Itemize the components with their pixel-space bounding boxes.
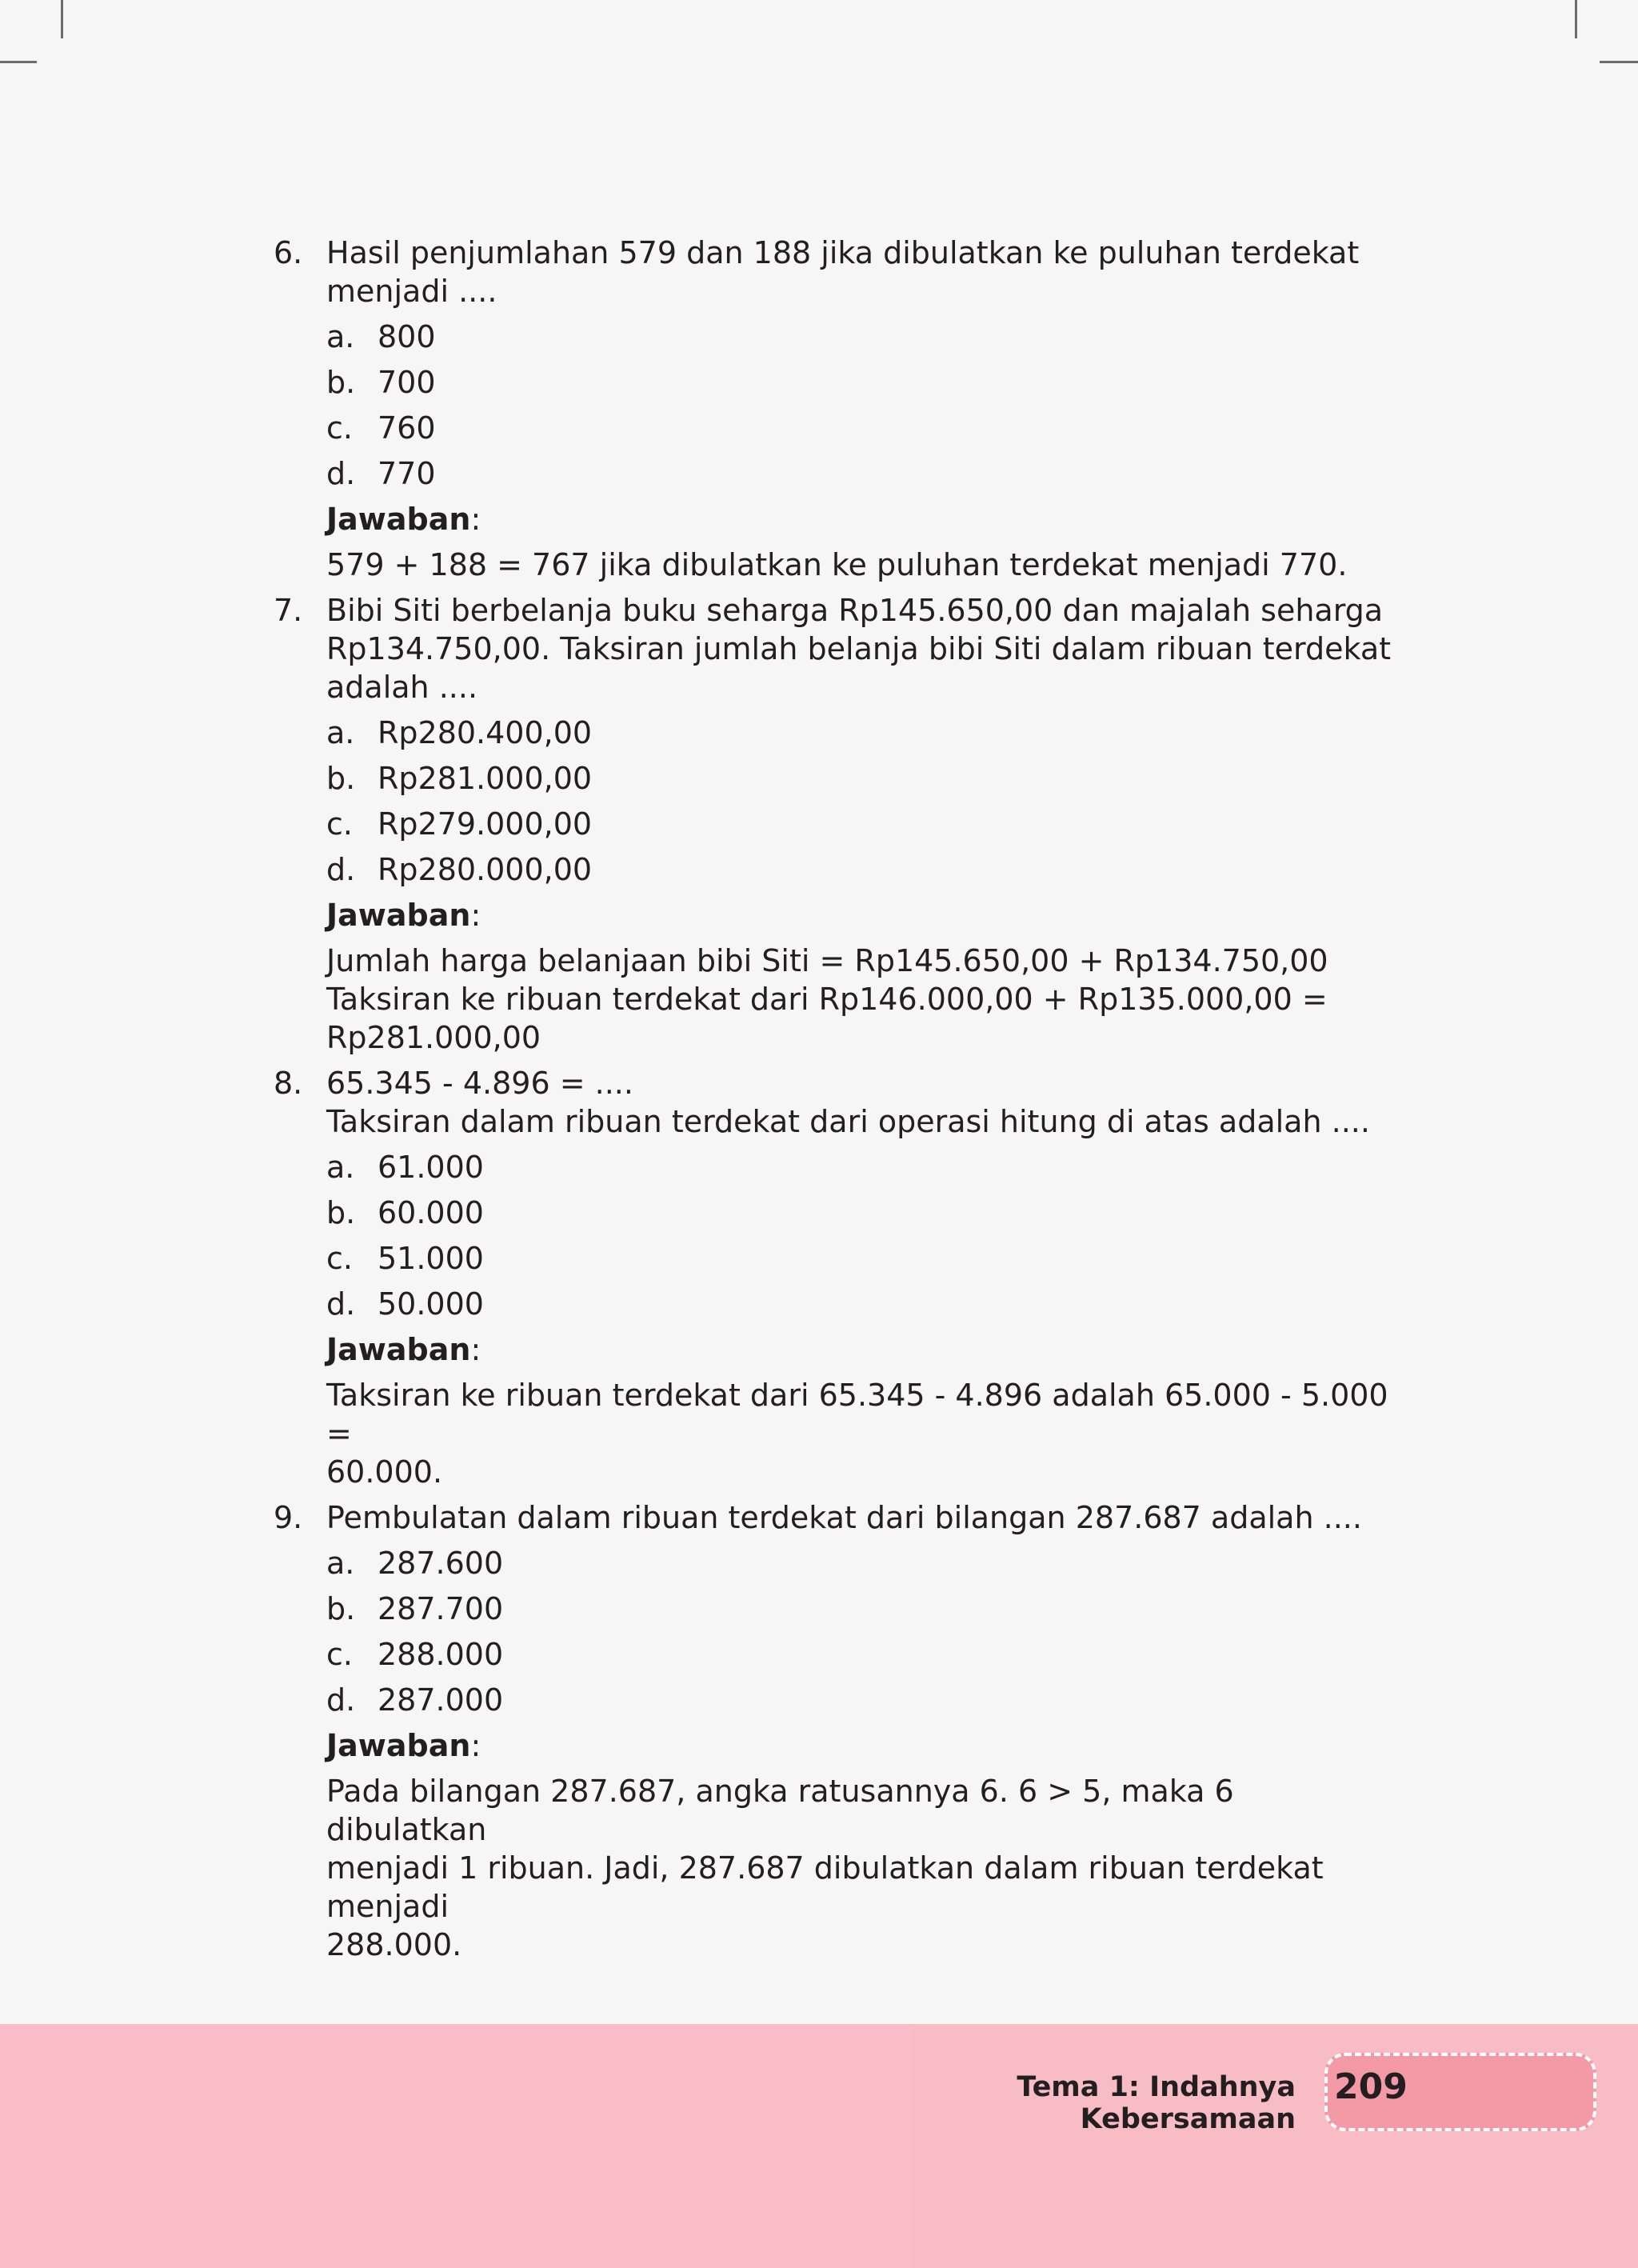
question-stem-line: Bibi Siti berbelanja buku seharga Rp145.650,00 dan majalah seharga <box>326 593 1384 628</box>
question-stem-line: 65.345 - 4.896 = .... <box>326 1066 633 1101</box>
answer-option <box>326 363 1393 402</box>
option-letter: d. <box>326 456 356 491</box>
answer-heading-colon: : <box>470 898 481 933</box>
option-letter: a. <box>326 1546 355 1581</box>
question-item <box>274 234 1393 584</box>
question-item <box>274 1498 1393 1964</box>
answer-option <box>326 850 1393 889</box>
option-letter: b. <box>326 761 356 796</box>
option-text: 61.000 <box>378 1150 484 1185</box>
crop-mark <box>1575 0 1577 38</box>
crop-mark <box>61 0 63 38</box>
answer-heading-label: Jawaban <box>326 1332 471 1367</box>
question-number: 6. <box>274 235 303 270</box>
question-stem-line: adalah .... <box>326 670 478 705</box>
option-text: Rp280.000,00 <box>378 852 593 887</box>
answer-heading-colon: : <box>470 502 481 537</box>
option-text: 287.600 <box>378 1546 504 1581</box>
answer-option <box>326 1635 1393 1674</box>
crop-mark <box>0 61 37 63</box>
answer-heading-label: Jawaban <box>326 898 471 933</box>
question-stem-line: Pembulatan dalam ribuan terdekat dari bilangan 287.687 adalah .... <box>326 1500 1362 1535</box>
answer-option <box>326 409 1393 447</box>
option-letter: b. <box>326 1195 356 1230</box>
answer-option <box>326 1544 1393 1582</box>
answer-option <box>326 1194 1393 1232</box>
option-letter: a. <box>326 319 355 354</box>
answer-explanation-line: Rp281.000,00 <box>326 1020 541 1055</box>
option-letter: c. <box>326 410 353 446</box>
option-text: 800 <box>378 319 436 354</box>
option-letter: c. <box>326 1241 353 1276</box>
answer-heading <box>326 1726 1393 1765</box>
footer-band-left <box>0 2024 912 2268</box>
footer-title: Tema 1: Indahnya Kebersamaan <box>1017 2071 1296 2135</box>
question-item <box>274 591 1393 1057</box>
crop-mark <box>1600 61 1638 63</box>
answer-explanation-line: Taksiran ke ribuan terdekat dari 65.345 - 4.896 adalah 65.000 - 5.000 = <box>326 1378 1388 1451</box>
answer-option <box>326 318 1393 356</box>
answer-option <box>326 805 1393 843</box>
option-text: Rp281.000,00 <box>378 761 593 796</box>
option-letter: c. <box>326 806 353 842</box>
question-item <box>274 1064 1393 1491</box>
option-text: 770 <box>378 456 436 491</box>
question-stem-line: Rp134.750,00. Taksiran jumlah belanja bibi Siti dalam ribuan terdekat <box>326 631 1392 666</box>
question-number: 9. <box>274 1500 303 1535</box>
answer-heading <box>326 896 1393 934</box>
answer-option <box>326 1148 1393 1186</box>
option-letter: c. <box>326 1637 353 1672</box>
option-letter: b. <box>326 1591 356 1626</box>
answer-explanation-line: Jumlah harga belanjaan bibi Siti = Rp145.650,00 + Rp134.750,00 <box>326 943 1328 978</box>
option-letter: b. <box>326 365 356 400</box>
option-letter: a. <box>326 715 355 750</box>
answer-option <box>326 1681 1393 1719</box>
option-text: Rp280.400,00 <box>378 715 593 750</box>
question-stem-line: menjadi .... <box>326 274 497 309</box>
page-number: 209 <box>1334 2066 1408 2107</box>
answer-heading-colon: : <box>470 1728 481 1763</box>
option-letter: a. <box>326 1150 355 1185</box>
answer-heading <box>326 1330 1393 1369</box>
question-list <box>274 234 1393 1971</box>
question-stem-line: Taksiran dalam ribuan terdekat dari operasi hitung di atas adalah .... <box>326 1104 1370 1139</box>
option-text: 760 <box>378 410 436 446</box>
answer-option <box>326 714 1393 752</box>
answer-explanation-line: 288.000. <box>326 1927 462 1962</box>
option-text: 287.000 <box>378 1682 504 1718</box>
question-number: 8. <box>274 1066 303 1101</box>
answer-option <box>326 1239 1393 1278</box>
option-letter: d. <box>326 1682 356 1718</box>
option-text: 287.700 <box>378 1591 504 1626</box>
answer-option <box>326 1285 1393 1323</box>
answer-heading-colon: : <box>470 1332 481 1367</box>
option-text: 51.000 <box>378 1241 484 1276</box>
answer-option <box>326 1590 1393 1628</box>
option-text: Rp279.000,00 <box>378 806 593 842</box>
option-text: 700 <box>378 365 436 400</box>
answer-explanation-line: Taksiran ke ribuan terdekat dari Rp146.000,00 + Rp135.000,00 = <box>326 982 1328 1017</box>
answer-option <box>326 759 1393 798</box>
option-text: 288.000 <box>378 1637 504 1672</box>
option-letter: d. <box>326 852 356 887</box>
answer-explanation-line: menjadi 1 ribuan. Jadi, 287.687 dibulatkan dalam ribuan terdekat menjadi <box>326 1850 1324 1924</box>
answer-explanation-line: Pada bilangan 287.687, angka ratusannya 6. 6 > 5, maka 6 dibulatkan <box>326 1774 1234 1847</box>
answer-heading <box>326 500 1393 538</box>
question-stem-line: Hasil penjumlahan 579 dan 188 jika dibulatkan ke puluhan terdekat <box>326 235 1360 270</box>
answer-explanation-line: 579 + 188 = 767 jika dibulatkan ke puluhan terdekat menjadi 770. <box>326 547 1348 582</box>
answer-option <box>326 454 1393 493</box>
question-number: 7. <box>274 593 303 628</box>
answer-heading-label: Jawaban <box>326 502 471 537</box>
answer-heading-label: Jawaban <box>326 1728 471 1763</box>
option-text: 60.000 <box>378 1195 484 1230</box>
answer-explanation-line: 60.000. <box>326 1454 443 1490</box>
option-text: 50.000 <box>378 1286 484 1322</box>
option-letter: d. <box>326 1286 356 1322</box>
